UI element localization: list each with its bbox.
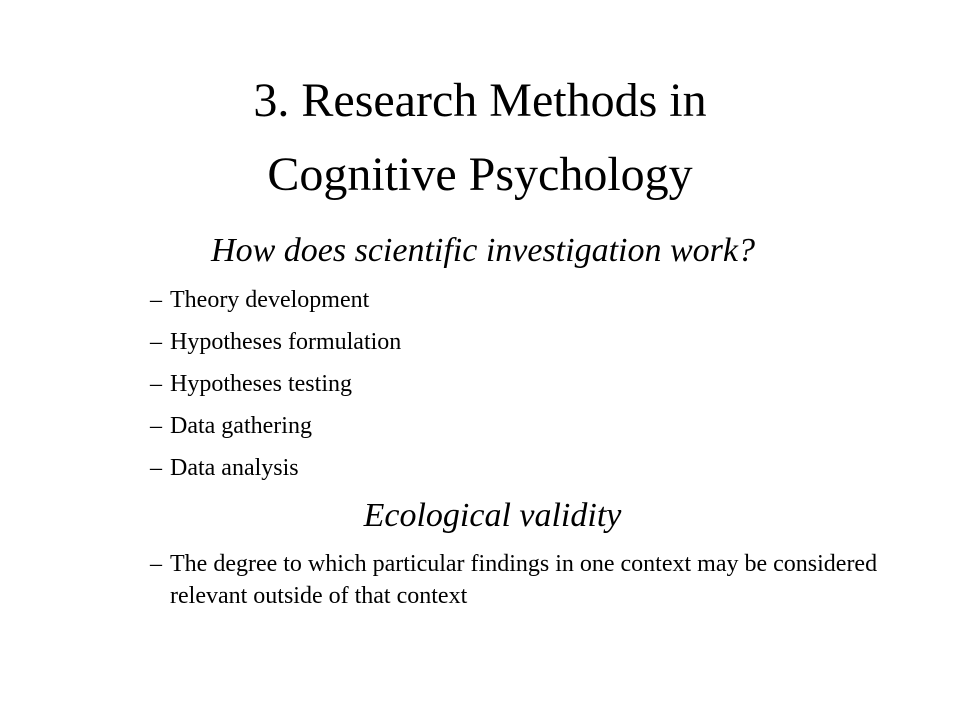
dash-bullet: – <box>150 413 162 439</box>
list-item <box>150 452 401 494</box>
list-item <box>150 284 401 326</box>
list-item-text: Theory development <box>170 287 370 313</box>
list-item <box>150 326 401 368</box>
dash-bullet: – <box>150 371 162 397</box>
list-item-text: Data gathering <box>170 413 312 439</box>
section-heading-scientific-investigation: How does scientific investigation work? <box>211 232 755 269</box>
dash-bullet: – <box>150 287 162 313</box>
section-heading-ecological-validity: Ecological validity <box>363 497 622 534</box>
ecological-validity-list <box>150 548 890 612</box>
dash-bullet: – <box>150 455 162 481</box>
list-item <box>150 368 401 410</box>
slide-title-line-2: Cognitive Psychology <box>267 148 693 201</box>
slide-title <box>0 64 960 212</box>
list-item <box>150 548 890 612</box>
slide-title-line-1: 3. Research Methods in <box>253 74 707 127</box>
investigation-steps-list <box>150 284 401 494</box>
list-item <box>150 410 401 452</box>
list-item-text: Data analysis <box>170 455 299 481</box>
list-item-text: The degree to which particular findings in one context may be considered relevant outside of that context <box>170 551 878 609</box>
list-item-text: Hypotheses formulation <box>170 329 402 355</box>
list-item-text: Hypotheses testing <box>170 371 352 397</box>
dash-bullet: – <box>150 329 162 355</box>
dash-bullet: – <box>150 551 162 577</box>
